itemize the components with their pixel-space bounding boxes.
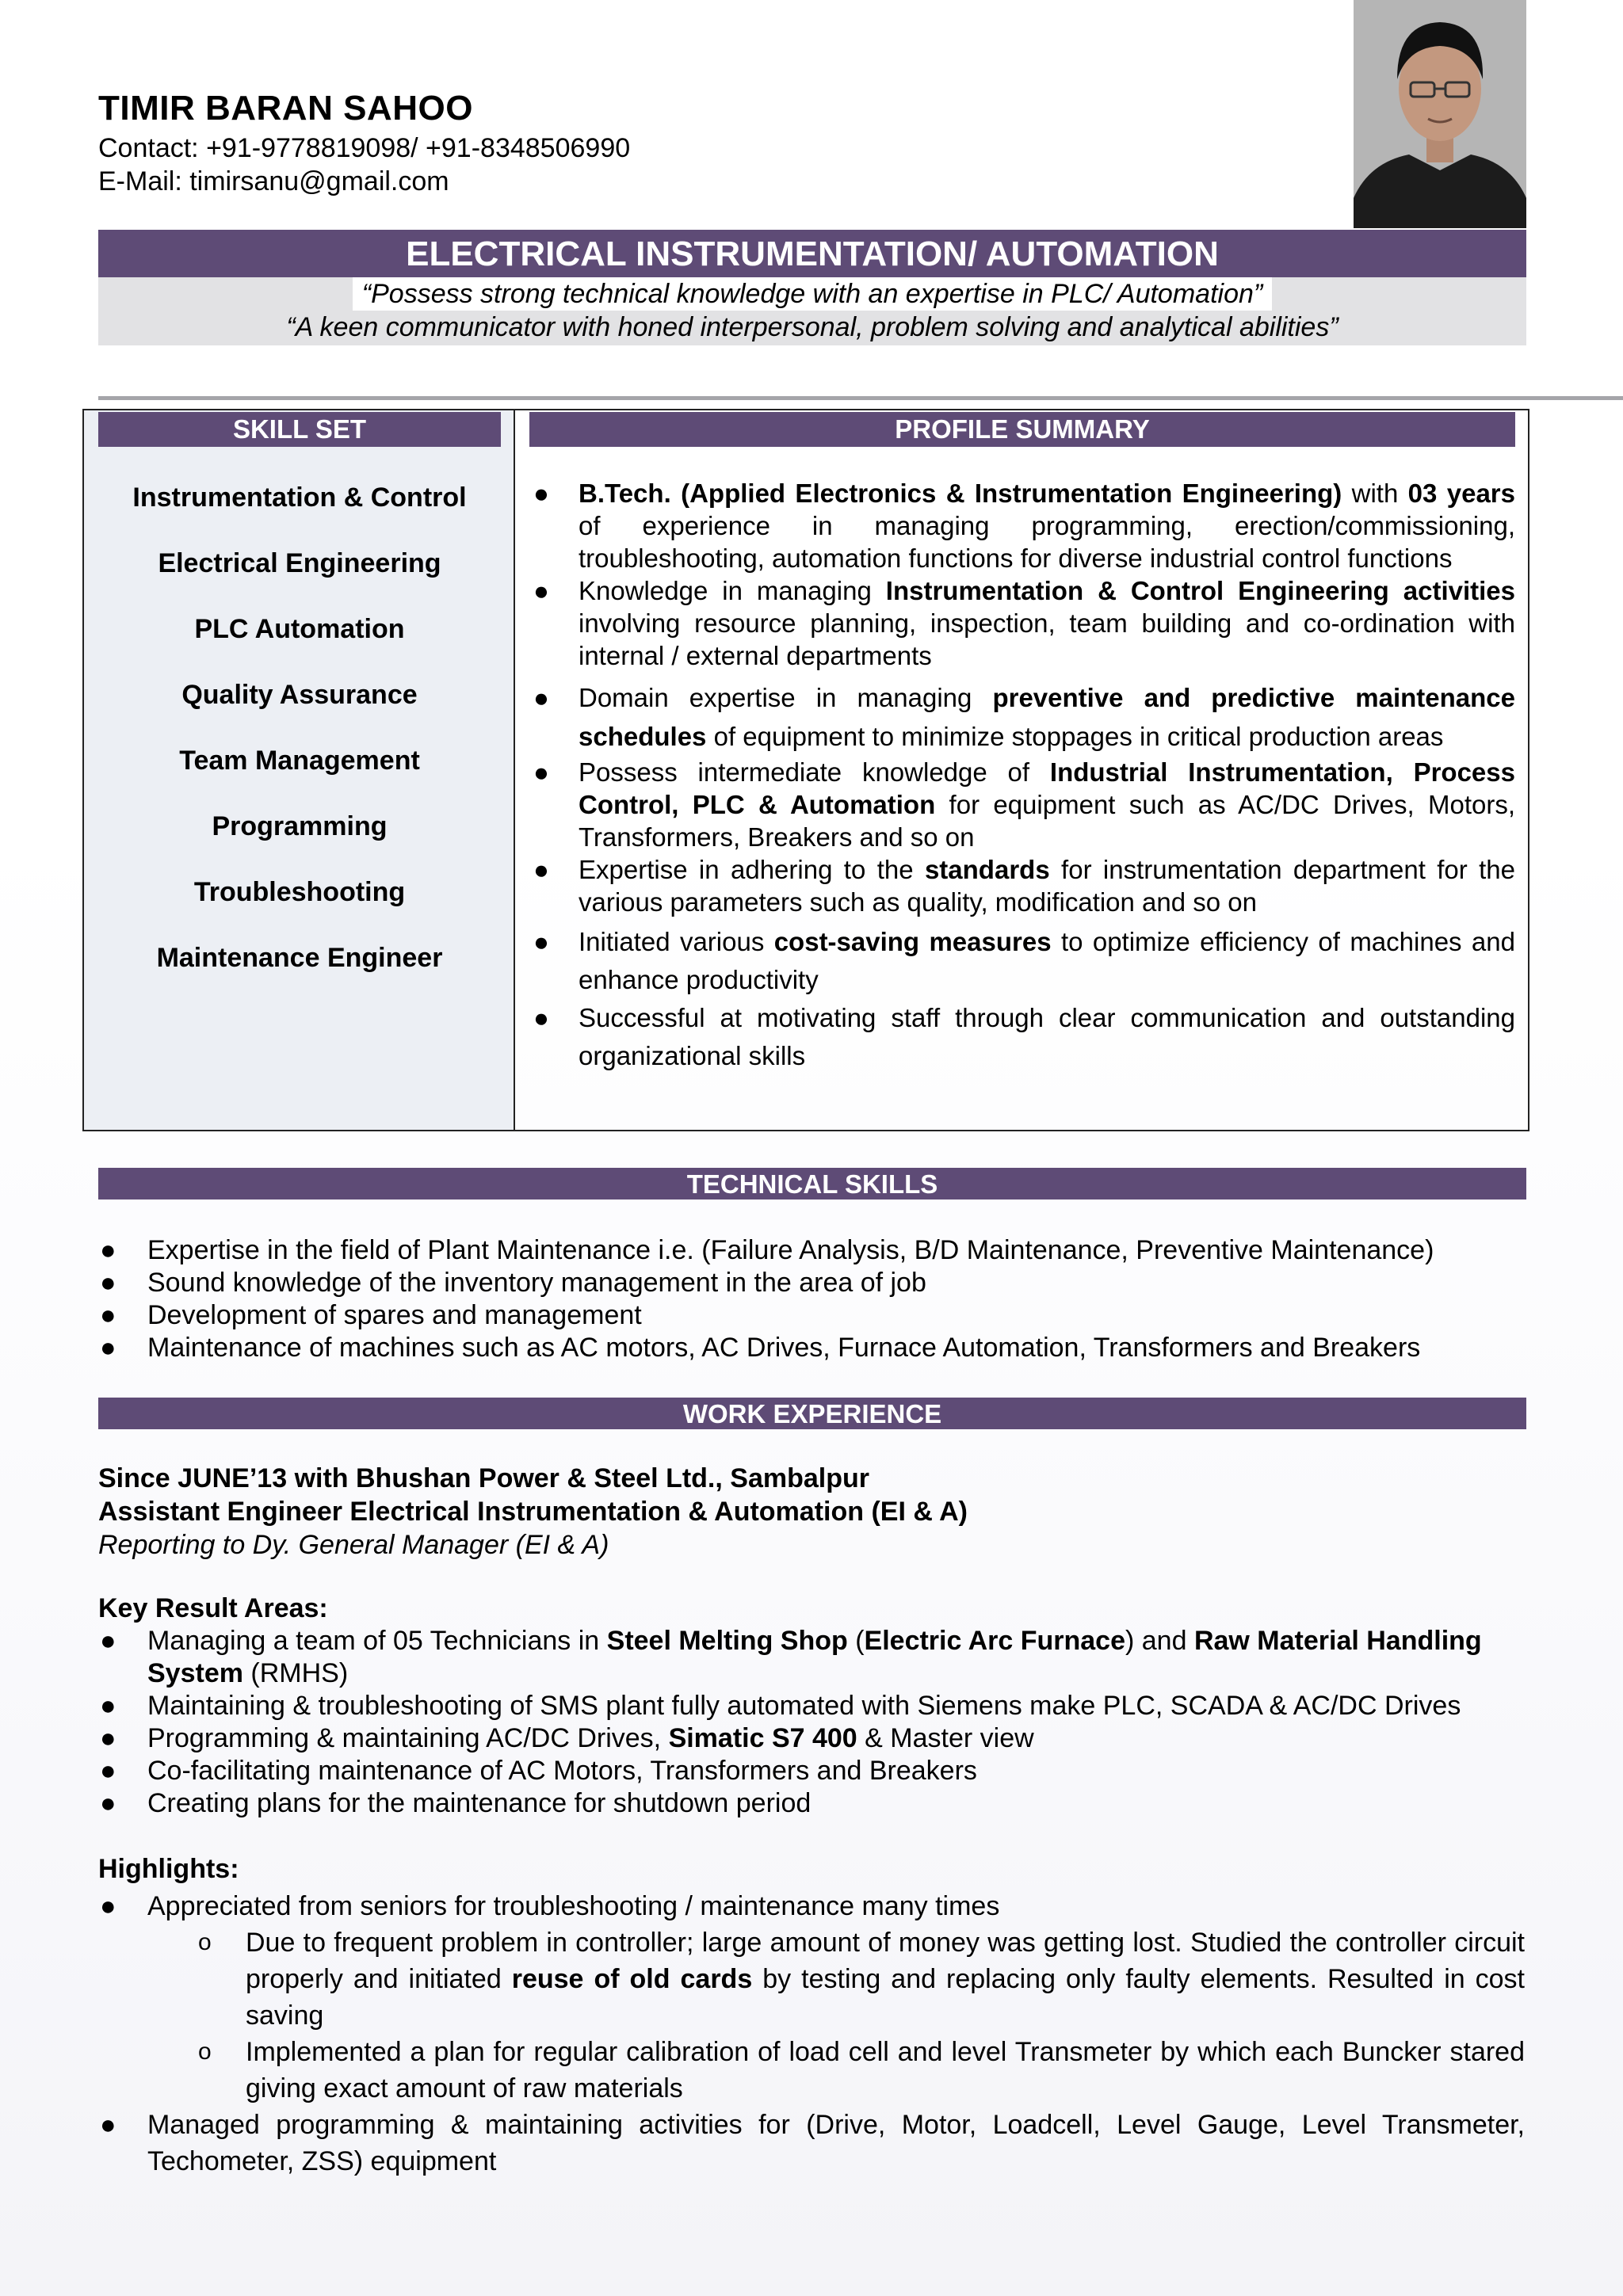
skill-list [98,477,501,1003]
sub-list-item: o Due to frequent problem in controller; large amount of money was getting lost. Studied the controller circuit properly and initiated reuse of old cards by testing and replacing only faulty elements. Resulted in cost saving [98,1924,1525,2034]
bullet-icon: ● [533,855,549,884]
bullet-icon: ● [100,1788,116,1818]
job-role: Assistant Engineer Electrical Instrumentation & Automation (EI & A) [98,1497,968,1527]
skill-item: PLC Automation [194,614,405,644]
list-item: ● Development of spares and management [100,1300,642,1330]
profile-photo [1354,0,1526,228]
list-item: ● Sound knowledge of the inventory management in the area of job [100,1268,926,1298]
list-item: ● Co-facilitating maintenance of AC Motors, Transformers and Breakers [100,1756,977,1786]
bullet-icon: ● [100,1756,116,1786]
bullet-icon: ● [533,757,549,787]
summary-item: ● Successful at motivating staff through clear communication and outstanding organizational skills [529,999,1515,1075]
bullet-icon: ● [100,1691,116,1721]
tagline-2: “A keen communicator with honed interpersonal, problem solving and analytical abilities” [286,312,1338,342]
sub-bullet-icon: o [198,1929,212,1955]
bullet-icon: ● [100,1268,116,1298]
job-details [98,1462,968,1562]
bullet-icon: ● [533,576,549,605]
bullet-icon: ● [100,1723,116,1753]
summary-item: ● Initiated various cost-saving measures to optimize efficiency of machines and enhance productivity [529,923,1515,999]
list-item: ● Programming & maintaining AC/DC Drives, Simatic S7 400 & Master view [100,1723,1034,1753]
list-item: ● Appreciated from seniors for troubleshooting / maintenance many times [98,1888,1525,1924]
list-item: ● Expertise in the field of Plant Maintenance i.e. (Failure Analysis, B/D Maintenance, Preventive Maintenance) [100,1235,1434,1265]
technical-skills-list [98,1234,1526,1364]
summary-item: ● B.Tech. (Applied Electronics & Instrumentation Engineering) with 03 years of experience in managing programming, erection/commissioning, troubleshooting, automation functions for diverse industrial control functions [533,479,1515,573]
list-item: ● Managed programming & maintaining activities for (Drive, Motor, Loadcell, Level Gauge, Level Transmeter, Techometer, ZSS) equipment [98,2107,1525,2180]
bullet-icon: ● [100,1626,116,1656]
sub-list-item: o Implemented a plan for regular calibration of load cell and level Transmeter by which each Buncker stared giving exact amount of raw materials [98,2034,1525,2107]
bullet-icon: ● [100,1300,116,1330]
highlights-heading: Highlights: [98,1854,239,1884]
contact-block [98,132,630,198]
skill-item: Troubleshooting [193,877,406,907]
column-divider [514,409,515,1131]
bullet-icon: ● [100,1235,116,1265]
bullet-icon: ● [533,1003,549,1032]
list-item: ● Maintaining & troubleshooting of SMS plant fully automated with Siemens make PLC, SCADA & AC/DC Drives [100,1691,1461,1721]
work-experience-heading: WORK EXPERIENCE [98,1398,1526,1429]
skill-item: Programming [212,811,388,841]
bullet-icon: ● [100,2110,116,2140]
profile-summary-heading: PROFILE SUMMARY [529,412,1515,447]
bullet-icon: ● [533,479,549,508]
list-item: ● Maintenance of machines such as AC motors, AC Drives, Furnace Automation, Transformers and Breakers [100,1333,1421,1363]
skill-item: Maintenance Engineer [156,943,443,973]
kra-heading: Key Result Areas: [98,1593,328,1623]
contact-phone: Contact: +91-9778819098/ +91-8348506990 [98,133,631,163]
sub-bullet-icon: o [198,2039,212,2065]
summary-item: ● Possess intermediate knowledge of Industrial Instrumentation, Process Control, PLC & Automation for equipment such as AC/DC Drives, Motors, Transformers, Breakers and so on [533,757,1516,852]
title-banner: ELECTRICAL INSTRUMENTATION/ AUTOMATION [98,230,1526,277]
bullet-icon: ● [533,927,549,956]
list-item: ● Creating plans for the maintenance for shutdown period [100,1788,812,1818]
bullet-icon: ● [100,1891,116,1921]
summary-item: ● Knowledge in managing Instrumentation & Control Engineering activities involving resource planning, inspection, team building and co-ordination with internal / external departments [533,576,1515,670]
divider-rule [98,396,1623,400]
highlights-list [98,1888,1525,2180]
skill-item: Team Management [179,746,420,776]
contact-email: E-Mail: timirsanu@gmail.com [98,166,449,196]
summary-item: ● Domain expertise in managing preventive and predictive maintenance schedules of equipment to minimize stoppages in critical production areas [529,678,1515,756]
bullet-icon: ● [100,1333,116,1363]
skill-item: Quality Assurance [181,680,418,710]
list-item: ● Managing a team of 05 Technicians in Steel Melting Shop (Electric Arc Furnace) and Raw Material Handling System (RMHS) [100,1626,1482,1688]
skill-set-heading: SKILL SET [98,412,501,447]
summary-item: ● Expertise in adhering to the standards for instrumentation department for the various parameters such as quality, modification and so on [533,855,1515,917]
candidate-name: TIMIR BARAN SAHOO [98,89,473,128]
skill-item: Electrical Engineering [158,548,441,578]
tagline-1: “Possess strong technical knowledge with an expertise in PLC/ Automation” [361,279,1263,309]
job-reporting: Reporting to Dy. General Manager (EI & A) [98,1530,609,1560]
profile-summary-list [529,477,1515,1075]
bullet-icon: ● [533,683,549,712]
job-since: Since JUNE’13 with Bhushan Power & Steel Ltd., Sambalpur [98,1463,869,1493]
kra-list [98,1625,1526,1820]
technical-skills-heading: TECHNICAL SKILLS [98,1168,1526,1199]
skill-item: Instrumentation & Control [132,482,467,513]
